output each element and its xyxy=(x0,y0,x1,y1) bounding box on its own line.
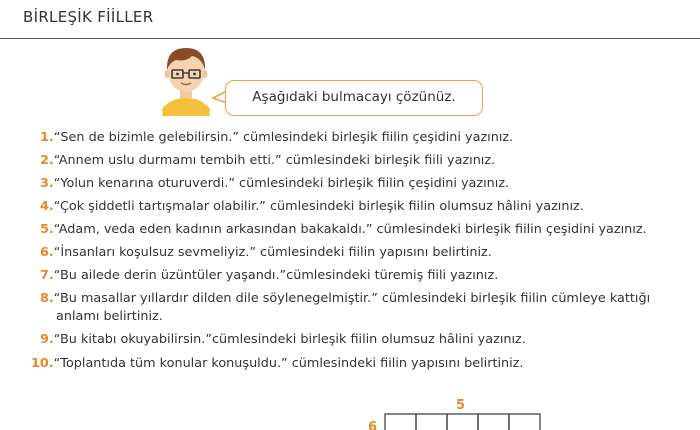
crossword-cell xyxy=(478,414,509,430)
question-text: “İnsanları koşulsuz sevmeliyiz.” cümlesindeki fiilin yapısını belirtiniz. xyxy=(53,245,492,260)
question-4 xyxy=(40,198,680,216)
speech-bubble xyxy=(225,80,483,116)
question-text: “Adam, veda eden kadının arkasından bakakaldı.” cümlesindeki birleşik fiilin çeşidini yazınız. xyxy=(53,222,647,237)
question-2 xyxy=(40,152,680,170)
question-number: 6. xyxy=(40,245,54,260)
question-number: 2. xyxy=(40,153,54,168)
question-text: “Çok şiddetli tartışmalar olabilir.” cümlesindeki birleşik fiilin olumsuz hâlini yazınız. xyxy=(53,199,584,214)
question-text: “Annem uslu durmamı tembih etti.” cümlesindeki birleşik fiili yazınız. xyxy=(53,153,496,168)
crossword-grid xyxy=(360,396,560,430)
student-avatar-icon xyxy=(158,40,214,116)
question-number: 1. xyxy=(40,130,54,145)
page-title: BİRLEŞİK FİİLLER xyxy=(23,8,154,26)
question-text: “Bu masallar yıllardır dilden dile söylenegelmiştir.” cümlesindeki birleşik fiilin cümleye kattığı xyxy=(53,291,651,306)
question-1 xyxy=(40,129,680,147)
question-text: “Sen de bizimle gelebilirsin.” cümlesindeki birleşik fiilin çeşidini yazınız. xyxy=(53,130,514,145)
question-number: 5. xyxy=(40,222,54,237)
question-9 xyxy=(40,331,680,349)
question-text-continued: anlamı belirtiniz. xyxy=(56,309,163,324)
question-text: “Bu ailede derin üzüntüler yaşandı.”cümlesindeki türemiş fiili yazınız. xyxy=(53,268,499,283)
speech-bubble-text: Aşağıdaki bulmacayı çözünüz. xyxy=(252,89,456,105)
question-6 xyxy=(40,244,680,262)
crossword-cell xyxy=(385,414,416,430)
question-number: 10. xyxy=(31,356,54,371)
question-7 xyxy=(40,267,680,285)
crossword-cell xyxy=(416,414,447,430)
clue-number-5: 5 xyxy=(456,398,466,413)
question-number: 4. xyxy=(40,199,54,214)
question-number: 3. xyxy=(40,176,54,191)
question-number: 8. xyxy=(40,291,54,306)
clue-number-6: 6 xyxy=(368,420,378,430)
question-5 xyxy=(40,221,680,239)
question-3 xyxy=(40,175,680,193)
crossword-cell xyxy=(509,414,540,430)
question-number: 9. xyxy=(40,332,54,347)
question-text: “Yolun kenarına oturuverdi.” cümlesindeki birleşik fiilin çeşidini yazınız. xyxy=(53,176,510,191)
crossword-puzzle xyxy=(360,396,560,430)
question-text: “Bu kitabı okuyabilirsin.”cümlesindeki birleşik fiilin olumsuz hâlini yazınız. xyxy=(53,332,526,347)
question-8 xyxy=(40,290,685,326)
question-text: “Toplantıda tüm konular konuşuldu.” cümlesindeki fiilin yapısını belirtiniz. xyxy=(53,356,524,371)
question-number: 7. xyxy=(40,268,54,283)
page-header xyxy=(0,0,700,39)
crossword-cell xyxy=(447,414,478,430)
question-10 xyxy=(31,355,671,373)
